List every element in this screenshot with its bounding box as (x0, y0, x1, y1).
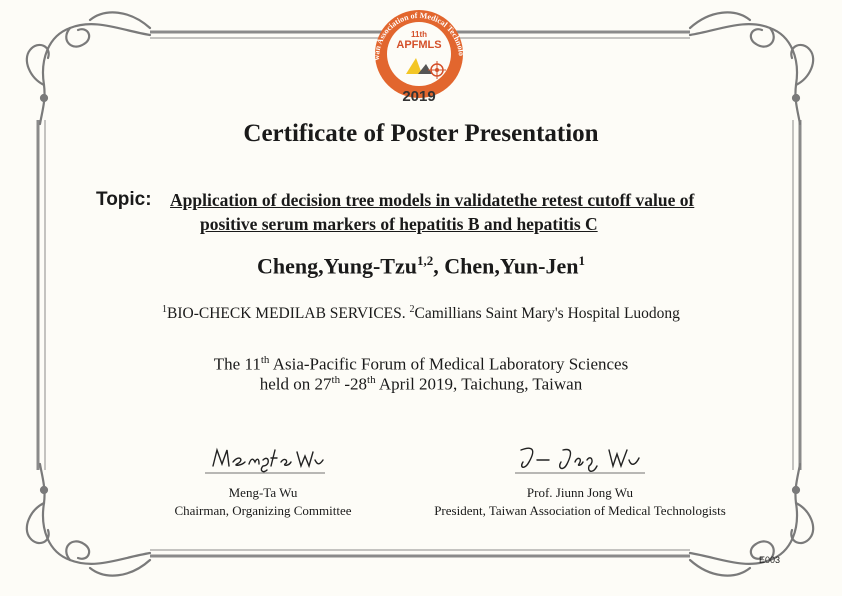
left-signature (205, 440, 325, 476)
forum-ordinal: th (260, 354, 270, 366)
held-ordinal-2: th (367, 374, 376, 386)
chairman-title: Chairman, Organizing Committee (174, 503, 352, 518)
affiliations (0, 304, 842, 323)
affiliation-2-marker: 2 (409, 304, 415, 315)
president-signature-block (425, 484, 735, 520)
topic-line-1: Application of decision tree models in validatethe retest cutoff value of (170, 190, 695, 210)
president-name: Prof. Jiunn Jong Wu (526, 485, 634, 500)
certificate-code: E003 (759, 555, 781, 565)
authors: Cheng,Yung-Tzu$^{1,2}$, Chen,Yun-Jen$^1$ (256, 253, 585, 279)
held-ordinal-1: th (331, 374, 341, 386)
held-suffix: April 2019, Taichung, Taiwan (375, 374, 583, 394)
topic-label: Topic: (96, 189, 152, 210)
author-1-affiliation-marker: 1,2 (416, 253, 434, 268)
affiliation-2: Camillians Saint Mary's Hospital Luodong (414, 305, 680, 323)
logo-ring-text: wan Association of Medical Technolo (371, 10, 466, 61)
author-1: Cheng,Yung-Tzu (256, 253, 417, 279)
certificate-title: Certificate of Poster Presentation (243, 120, 599, 147)
forum-prefix: The 11 (213, 354, 261, 374)
apfmls-logo (366, 6, 472, 106)
affiliation-1: BIO-CHECK MEDILAB SERVICES. (167, 305, 406, 323)
logo-year: 2019 (402, 88, 436, 105)
affiliation-1-marker: 1 (162, 304, 168, 315)
forum-date-line (0, 374, 842, 395)
held-mid: -28 (340, 374, 368, 394)
chairman-signature-block (113, 484, 413, 520)
logo-edition: 11th (410, 30, 427, 39)
president-title: President, Taiwan Association of Medical Technologists (434, 503, 726, 518)
topic-line-2: positive serum markers of hepatitis B and hepatitis C (200, 214, 598, 234)
forum-name: Asia-Pacific Forum of Medical Laboratory Sciences (269, 354, 629, 374)
logo-abbreviation: APFMLS (396, 39, 442, 51)
author-2: Chen,Yun-Jen (444, 253, 579, 279)
forum-name-line (0, 354, 842, 375)
held-prefix: held on 27 (259, 374, 332, 394)
chairman-name: Meng-Ta Wu (228, 485, 298, 500)
author-2-affiliation-marker: 1 (578, 253, 585, 268)
right-signature (515, 440, 645, 476)
